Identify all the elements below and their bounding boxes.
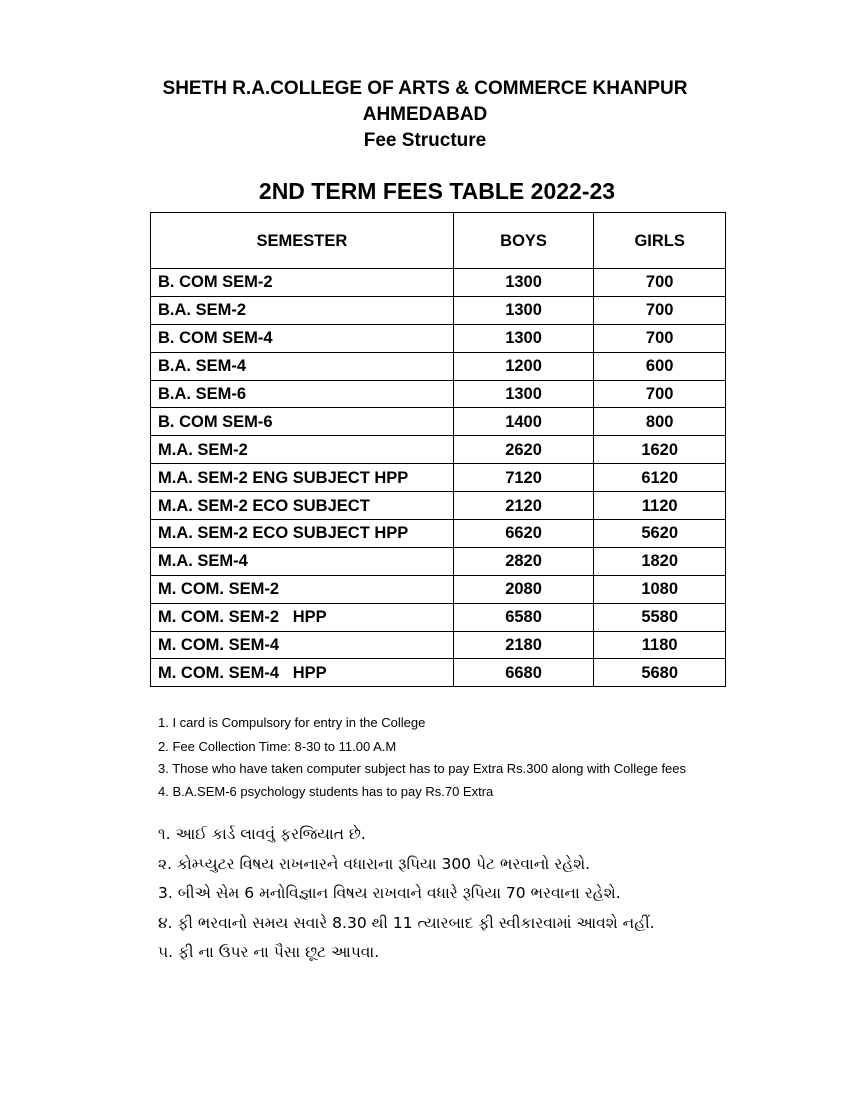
- boys-fee-cell: 7120: [453, 464, 594, 492]
- table-row: [151, 296, 726, 324]
- girls-fee-cell: 800: [594, 408, 726, 436]
- gujarati-note-item: 3. બીએ સેમ 6 મનોવિજ્ઞાન વિષય રાખવાને વધારે રૂપિયા 70 ભરવાના રહેશે.: [158, 884, 621, 902]
- table-row: [151, 380, 726, 408]
- table-row: [151, 352, 726, 380]
- girls-fee-cell: 1620: [594, 436, 726, 464]
- girls-fee-cell: 700: [594, 324, 726, 352]
- semester-cell: M. COM. SEM-2: [151, 575, 454, 603]
- table-row: [151, 492, 726, 520]
- girls-fee-cell: 1120: [594, 492, 726, 520]
- girls-fee-cell: 700: [594, 269, 726, 297]
- semester-cell: M.A. SEM-2 ENG SUBJECT HPP: [151, 464, 454, 492]
- table-row: [151, 464, 726, 492]
- gujarati-notes: [158, 820, 655, 968]
- table-row: [151, 659, 726, 687]
- table-title: 2ND TERM FEES TABLE 2022-23: [258, 178, 616, 204]
- table-row: [151, 520, 726, 548]
- boys-fee-cell: 2620: [453, 436, 594, 464]
- table-row: [151, 547, 726, 575]
- girls-fee-cell: 1820: [594, 547, 726, 575]
- note-item: 2. Fee Collection Time: 8-30 to 11.00 A.M: [158, 738, 397, 754]
- document-subtitle: Fee Structure: [363, 130, 487, 151]
- boys-fee-cell: 6620: [453, 520, 594, 548]
- boys-fee-cell: 1200: [453, 352, 594, 380]
- english-notes: [158, 712, 686, 803]
- girls-fee-cell: 6120: [594, 464, 726, 492]
- boys-fee-cell: 2180: [453, 631, 594, 659]
- table-row: [151, 575, 726, 603]
- boys-fee-cell: 1400: [453, 408, 594, 436]
- semester-cell: M.A. SEM-2 ECO SUBJECT: [151, 492, 454, 520]
- girls-fee-cell: 1080: [594, 575, 726, 603]
- girls-fee-cell: 600: [594, 352, 726, 380]
- boys-fee-cell: 2120: [453, 492, 594, 520]
- college-name: SHETH R.A.COLLEGE OF ARTS & COMMERCE KHANPUR: [162, 78, 688, 99]
- semester-cell: M. COM. SEM-2 HPP: [151, 603, 454, 631]
- semester-cell: B. COM SEM-4: [151, 324, 454, 352]
- gujarati-note-item: ૨. કોમ્પ્યુટર વિષય રાખનારને વધારાના રૂપિયા 300 પેટ ભરવાનો રહેશે.: [158, 854, 591, 873]
- boys-fee-cell: 2820: [453, 547, 594, 575]
- boys-fee-cell: 1300: [453, 324, 594, 352]
- boys-fee-cell: 1300: [453, 380, 594, 408]
- semester-cell: M. COM. SEM-4 HPP: [151, 659, 454, 687]
- gujarati-note-item: ૪. ફી ભરવાનો સમય સવારે 8.30 થી 11 ત્યારબાદ ફી સ્વીકારવામાં આવશે નહીં.: [158, 913, 655, 932]
- boys-fee-cell: 2080: [453, 575, 594, 603]
- semester-cell: B. COM SEM-2: [151, 269, 454, 297]
- girls-fee-cell: 700: [594, 380, 726, 408]
- semester-cell: B. COM SEM-6: [151, 408, 454, 436]
- table-row: [151, 269, 726, 297]
- note-item: 1. I card is Compulsory for entry in the College: [158, 715, 426, 730]
- semester-cell: B.A. SEM-6: [151, 380, 454, 408]
- note-item: 3. Those who have taken computer subject has to pay Extra Rs.300 along with College fees: [158, 761, 687, 776]
- table-row: [151, 603, 726, 631]
- gujarati-note-item: ૫. ફી ના ઉપર ના પૈસા છૂટ આપવા.: [158, 943, 380, 961]
- semester-cell: M.A. SEM-2 ECO SUBJECT HPP: [151, 520, 454, 548]
- girls-fee-cell: 1180: [594, 631, 726, 659]
- college-city: AHMEDABAD: [362, 104, 488, 125]
- semester-cell: M. COM. SEM-4: [151, 631, 454, 659]
- note-item: 4. B.A.SEM-6 psychology students has to pay Rs.70 Extra: [158, 783, 494, 799]
- boys-fee-cell: 6580: [453, 603, 594, 631]
- semester-cell: B.A. SEM-4: [151, 352, 454, 380]
- boys-fee-cell: 1300: [453, 269, 594, 297]
- table-row: [151, 324, 726, 352]
- gujarati-note-item: ૧. આઈ કાર્ડ લાવવું ફરજિયાત છે.: [158, 825, 366, 843]
- boys-fee-cell: 6680: [453, 659, 594, 687]
- column-header-boys: BOYS: [453, 213, 594, 269]
- girls-fee-cell: 5620: [594, 520, 726, 548]
- girls-fee-cell: 5680: [594, 659, 726, 687]
- document-header: [0, 76, 850, 154]
- table-header-row: [151, 213, 726, 269]
- girls-fee-cell: 700: [594, 296, 726, 324]
- semester-cell: B.A. SEM-2: [151, 296, 454, 324]
- table-row: [151, 631, 726, 659]
- fees-table: [150, 212, 726, 687]
- column-header-semester: SEMESTER: [151, 213, 454, 269]
- semester-cell: M.A. SEM-4: [151, 547, 454, 575]
- girls-fee-cell: 5580: [594, 603, 726, 631]
- table-row: [151, 408, 726, 436]
- table-row: [151, 436, 726, 464]
- boys-fee-cell: 1300: [453, 296, 594, 324]
- column-header-girls: GIRLS: [594, 213, 726, 269]
- semester-cell: M.A. SEM-2: [151, 436, 454, 464]
